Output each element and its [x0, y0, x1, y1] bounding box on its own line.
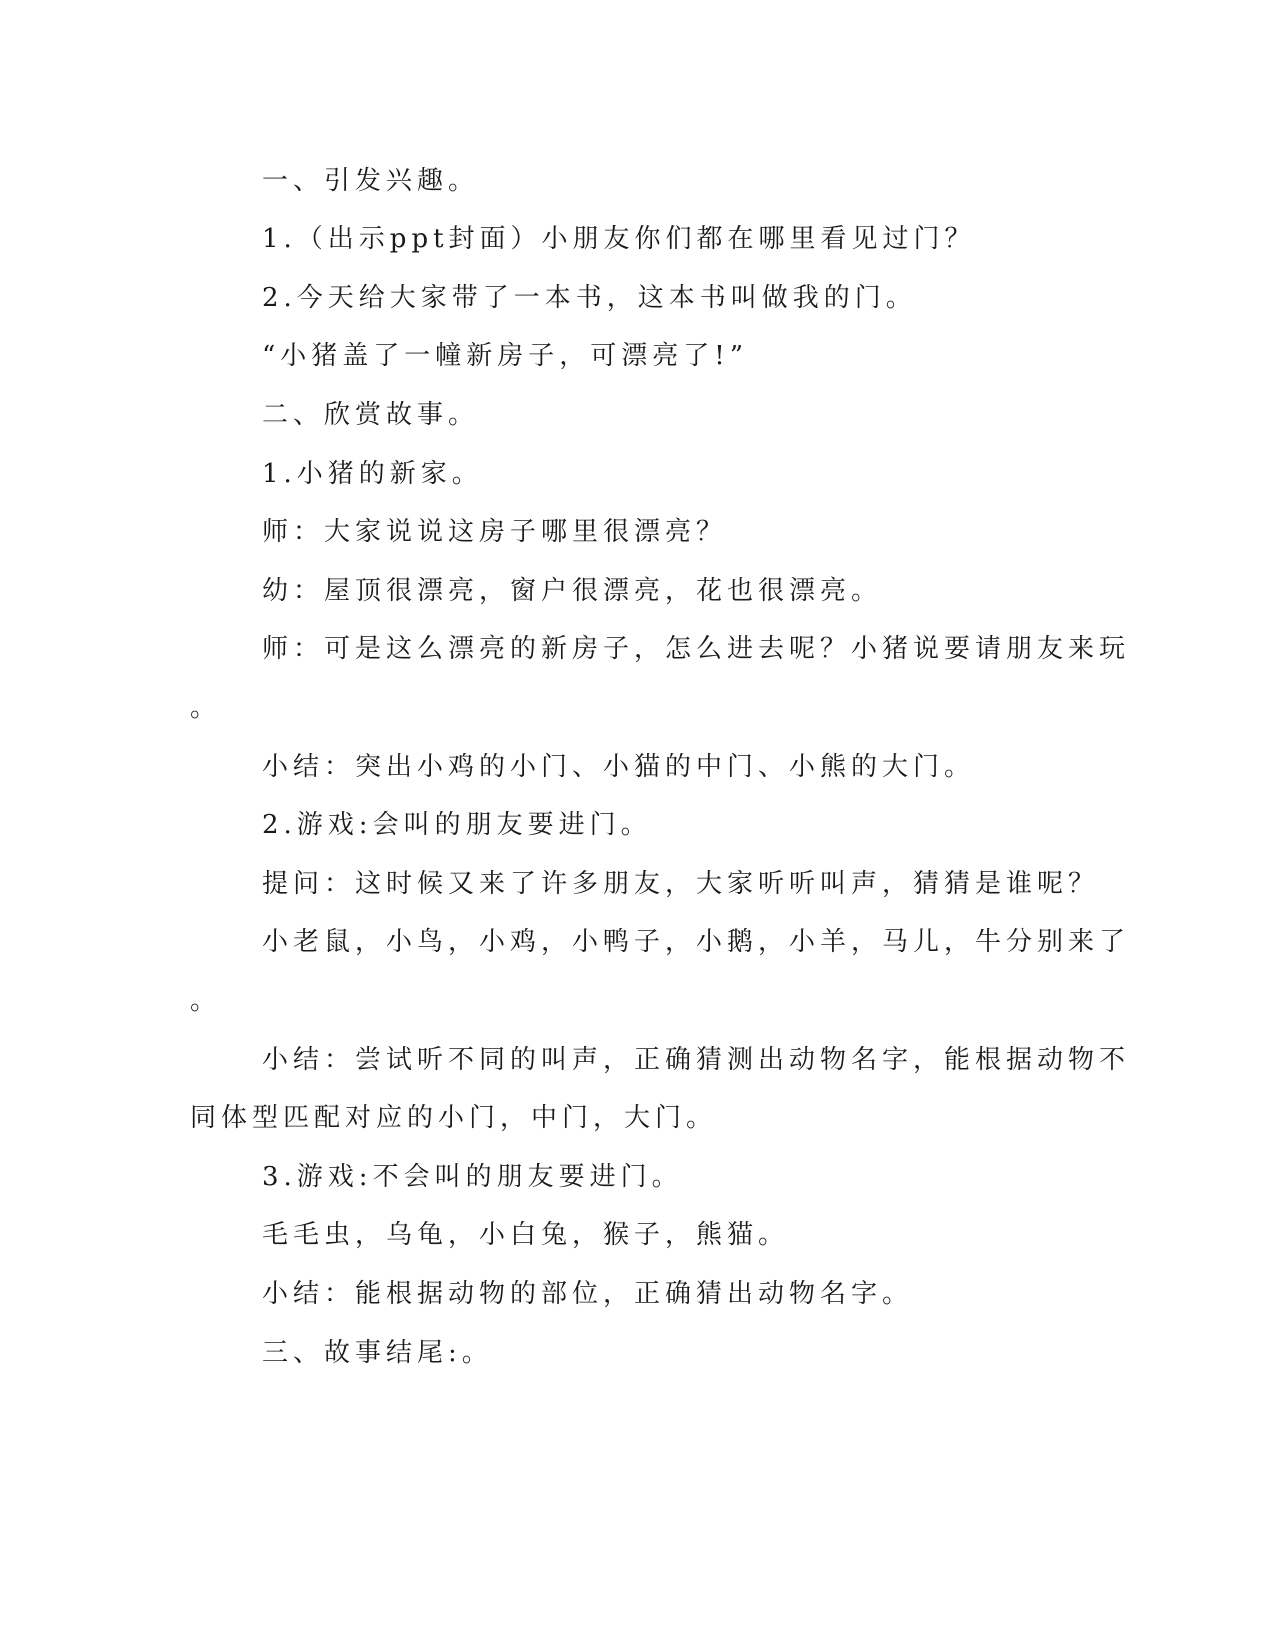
section-heading-3: 三、故事结尾:。 [262, 1338, 493, 1368]
section-heading-1: 一、引发兴趣。 [262, 166, 480, 196]
quote-line: “小猪盖了一幢新房子，可漂亮了!” [262, 341, 749, 371]
paragraph: 2.游戏:会叫的朋友要进门。 [262, 810, 652, 840]
paragraph: 3.游戏:不会叫的朋友要进门。 [262, 1162, 683, 1192]
paragraph: 幼：屋顶很漂亮，窗户很漂亮，花也很漂亮。 [262, 576, 883, 606]
paragraph: 小结：尝试听不同的叫声，正确猜测出动物名字，能根据动物不 [262, 1045, 1131, 1075]
paragraph: 小结：能根据动物的部位，正确猜出动物名字。 [262, 1279, 914, 1309]
section-heading-2: 二、欣赏故事。 [262, 400, 480, 430]
paragraph-continuation: 。 [190, 693, 222, 723]
paragraph-continuation: 同体型匹配对应的小门，中门，大门。 [190, 1103, 718, 1133]
paragraph: 小结：突出小鸡的小门、小猫的中门、小熊的大门。 [262, 752, 976, 782]
paragraph: 1.（出示ppt封面）小朋友你们都在哪里看见过门？ [262, 224, 976, 254]
paragraph: 毛毛虫，乌龟，小白兔，猴子，熊猫。 [262, 1220, 790, 1250]
paragraph-continuation: 。 [190, 986, 222, 1016]
paragraph: 2.今天给大家带了一本书，这本书叫做我的门。 [262, 283, 917, 313]
paragraph: 提问：这时候又来了许多朋友，大家听听叫声，猜猜是谁呢？ [262, 869, 1100, 899]
paragraph: 师：大家说说这房子哪里很漂亮？ [262, 517, 728, 547]
paragraph: 1.小猪的新家。 [262, 459, 483, 489]
paragraph: 小老鼠，小鸟，小鸡，小鸭子，小鹅，小羊，马儿，牛分别来了 [262, 927, 1131, 957]
paragraph: 师：可是这么漂亮的新房子，怎么进去呢？小猪说要请朋友来玩 [262, 634, 1131, 664]
